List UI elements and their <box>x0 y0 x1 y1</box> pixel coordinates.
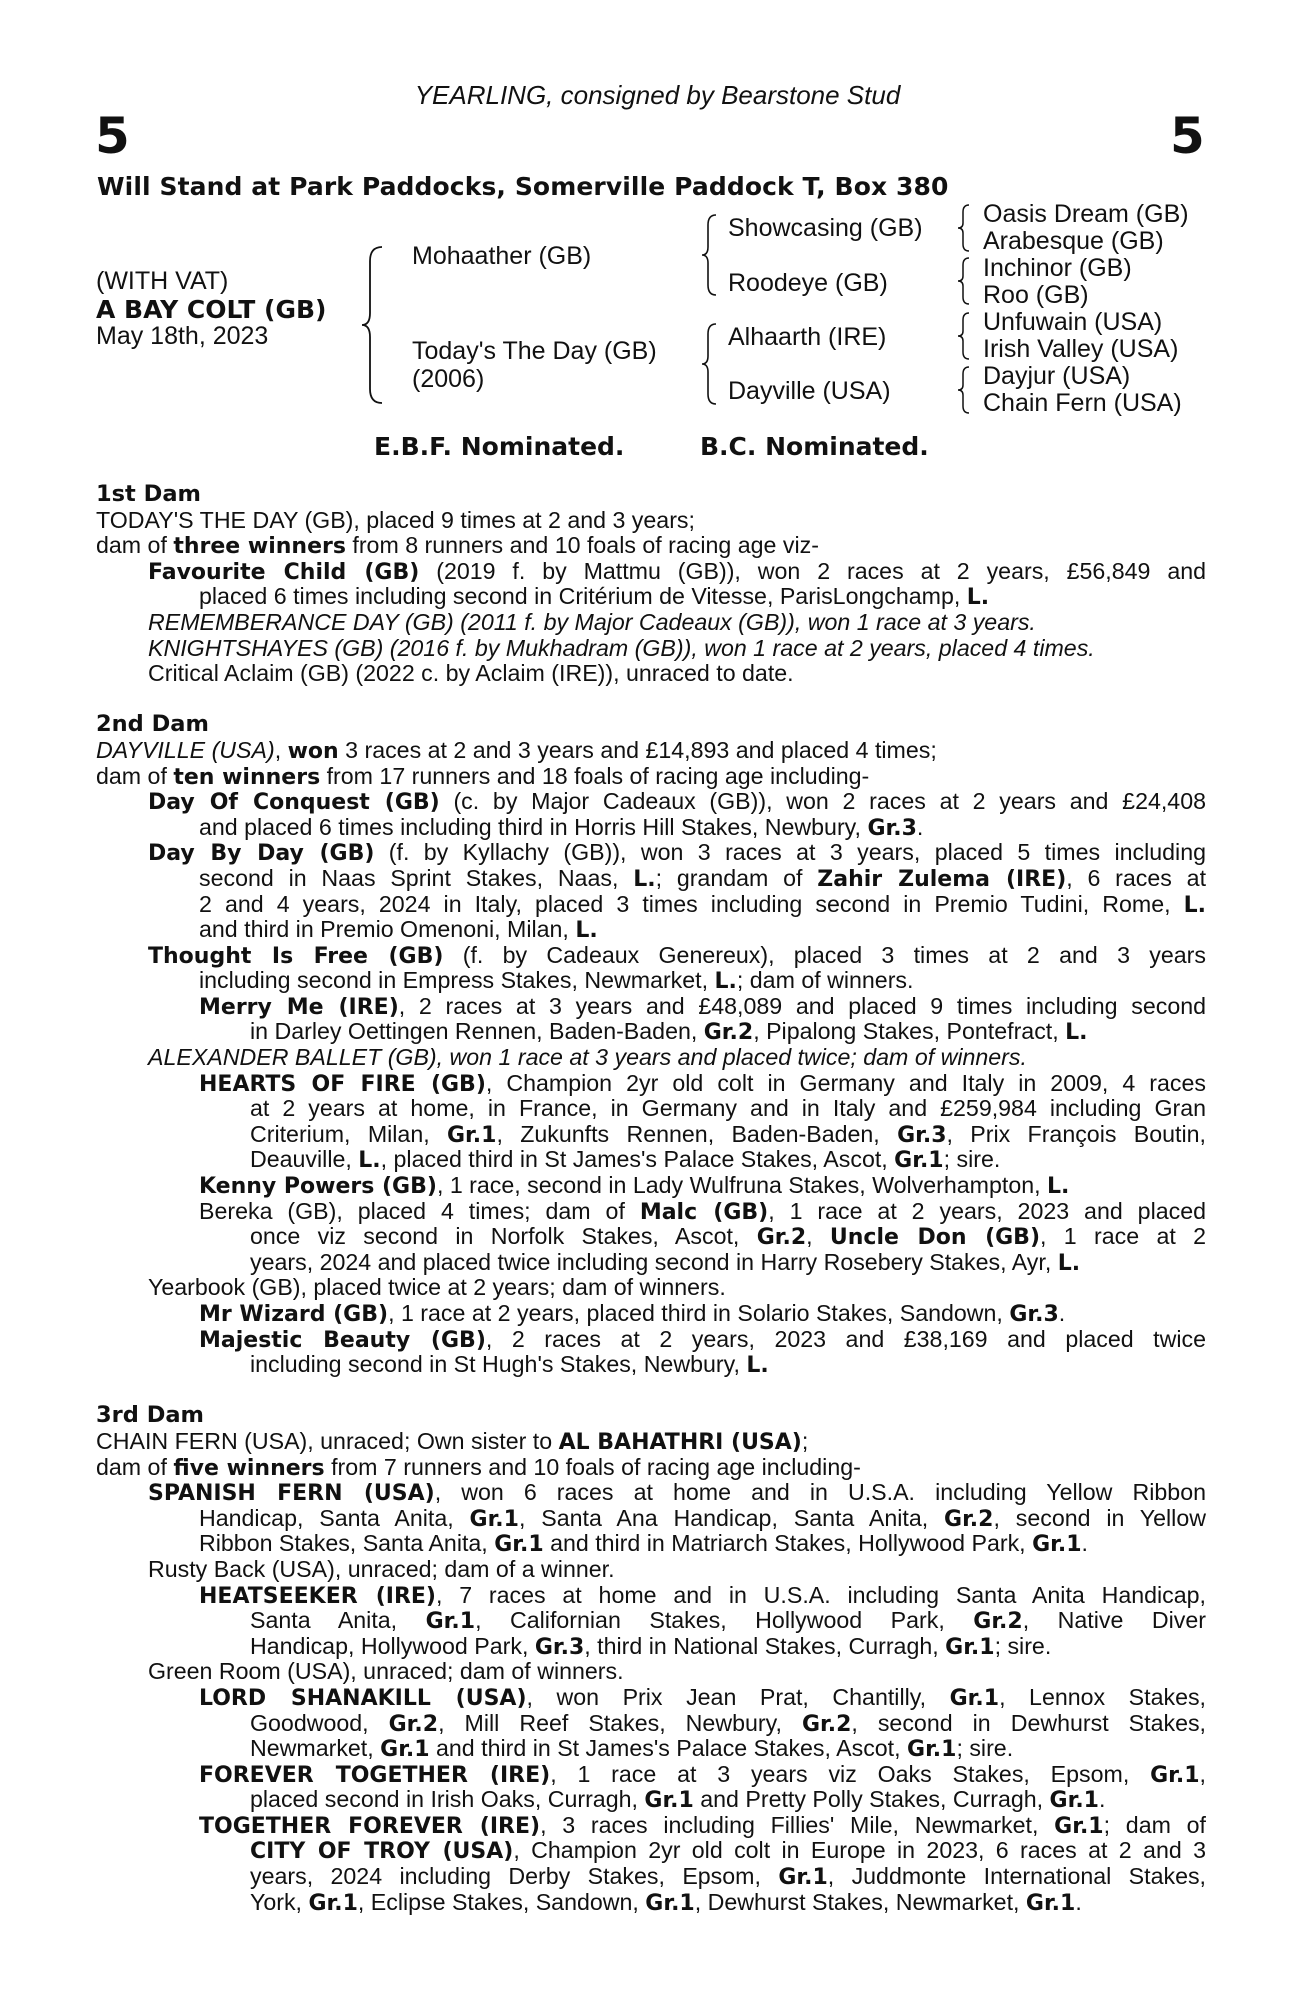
second-dam-line: Day By Day (GB) (f. by Kyllachy (GB)), won 3 races at 3 years, placed 5 times including <box>148 840 1206 866</box>
third-dam-line: FOREVER TOGETHER (IRE), 1 race at 3 years viz Oaks Stakes, Epsom, Gr.1, <box>199 1761 1206 1788</box>
third-dam-line: dam of five winners from 7 runners and 10 foals of racing age including- <box>96 1453 861 1481</box>
second-dam-line: once viz second in Norfolk Stakes, Ascot, Gr.2, Uncle Don (GB), 1 race at 2 <box>250 1224 1206 1250</box>
third-dam-line: Green Room (USA), unraced; dam of winners. <box>148 1658 624 1685</box>
third-dam-line: LORD SHANAKILL (USA), won Prix Jean Prat, Chantilly, Gr.1, Lennox Stakes, <box>199 1684 1206 1711</box>
second-dam-line: second in Naas Sprint Stakes, Naas, L.; grandam of Zahir Zulema (IRE), 6 races at <box>199 865 1206 892</box>
brace-g34 <box>956 256 972 306</box>
first-dam-line: Critical Aclaim (GB) (2022 c. by Aclaim (IRE)), unraced to date. <box>148 660 794 687</box>
third-dam-line: HEATSEEKER (IRE), 7 races at home and in U.S.A. including Santa Anita Handicap, <box>199 1582 1206 1609</box>
second-dam-line: years, 2024 and placed twice including second in Harry Rosebery Stakes, Ayr, L. <box>250 1248 1081 1276</box>
gsire-5: Unfuwain (USA) <box>983 308 1163 336</box>
dam-name: Today's The Day (GB) <box>412 337 657 365</box>
third-dam-line: years, 2024 including Derby Stakes, Epsom, Gr.1, Juddmonte International Stakes, <box>250 1864 1206 1890</box>
first-dam-line: Favourite Child (GB) (2019 f. by Mattmu (GB)), won 2 races at 2 years, £56,849 and <box>148 558 1206 585</box>
first-dam-heading: 1st Dam <box>96 481 201 507</box>
third-dam-line: York, Gr.1, Eclipse Stakes, Sandown, Gr.1, Dewhurst Stakes, Newmarket, Gr.1. <box>250 1888 1082 1916</box>
gsire-1: Oasis Dream (GB) <box>983 200 1189 228</box>
stand-location: Will Stand at Park Paddocks, Somerville Paddock T, Box 380 <box>97 172 949 201</box>
dam-dam: Dayville (USA) <box>728 377 891 405</box>
first-dam-line: placed 6 times including second in Critérium de Vitesse, ParisLongchamp, L. <box>199 583 990 611</box>
gsire-8: Chain Fern (USA) <box>983 389 1182 417</box>
dam-sire: Alhaarth (IRE) <box>728 323 887 351</box>
second-dam-heading: 2nd Dam <box>96 711 209 738</box>
second-dam-line: HEARTS OF FIRE (GB), Champion 2yr old colt in Germany and Italy in 2009, 4 races <box>199 1070 1206 1097</box>
second-dam-line: Deauville, L., placed third in St James's Palace Stakes, Ascot, Gr.1; sire. <box>250 1146 1001 1174</box>
consignor-line: YEARLING, consigned by Bearstone Stud <box>414 80 901 110</box>
sire-name: Mohaather (GB) <box>412 242 592 270</box>
second-dam-line: Kenny Powers (GB), 1 race, second in Lady Wulfruna Stakes, Wolverhampton, L. <box>199 1172 1070 1200</box>
second-dam-line: and third in Premio Omenoni, Milan, L. <box>199 916 598 944</box>
second-dam-line: including second in St Hugh's Stakes, Newbury, L. <box>250 1351 769 1379</box>
lot-number-left: 5 <box>95 107 130 165</box>
foaling-date: May 18th, 2023 <box>96 322 269 350</box>
sire-sire: Showcasing (GB) <box>728 214 923 242</box>
second-dam-line: Criterium, Milan, Gr.1, Zukunfts Rennen, Baden-Baden, Gr.3, Prix François Boutin, <box>250 1121 1206 1148</box>
second-dam-line: Day Of Conquest (GB) (c. by Major Cadeaux (GB)), won 2 races at 2 years and £24,408 <box>148 789 1206 815</box>
second-dam-line: DAYVILLE (USA), won 3 races at 2 and 3 years and £14,893 and placed 4 times; <box>96 736 937 764</box>
third-dam-line: Newmarket, Gr.1 and third in St James's Palace Stakes, Ascot, Gr.1; sire. <box>250 1735 1014 1763</box>
third-dam-line: placed second in Irish Oaks, Curragh, Gr.1 and Pretty Polly Stakes, Curragh, Gr.1. <box>250 1786 1106 1814</box>
second-dam-line: at 2 years at home, in France, in Germany and in Italy and £259,984 including Gran <box>250 1096 1206 1122</box>
lot-number-right: 5 <box>1170 107 1205 165</box>
third-dam-line: Rusty Back (USA), unraced; dam of a winner. <box>148 1555 615 1582</box>
gsire-3: Inchinor (GB) <box>983 254 1132 282</box>
first-dam-line: dam of three winners from 8 runners and 10 foals of racing age viz- <box>96 532 819 560</box>
second-dam-line: Thought Is Free (GB) (f. by Cadeaux Genereux), placed 3 times at 2 and 3 years <box>148 942 1206 969</box>
third-dam-line: Handicap, Hollywood Park, Gr.3, third in National Stakes, Curragh, Gr.1; sire. <box>250 1632 1052 1660</box>
second-dam-line: ALEXANDER BALLET (GB), won 1 race at 3 years and placed twice; dam of winners. <box>148 1044 1027 1071</box>
third-dam-line: CHAIN FERN (USA), unraced; Own sister to AL BAHATHRI (USA); <box>96 1427 809 1455</box>
brace-dam <box>700 322 720 406</box>
horse-name: A BAY COLT (GB) <box>96 295 327 324</box>
third-dam-line: TOGETHER FOREVER (IRE), 3 races including Fillies' Mile, Newmarket, Gr.1; dam of <box>199 1812 1206 1839</box>
second-dam-line: in Darley Oettingen Rennen, Baden-Baden, Gr.2, Pipalong Stakes, Pontefract, L. <box>250 1018 1088 1046</box>
third-dam-line: Santa Anita, Gr.1, Californian Stakes, Hollywood Park, Gr.2, Native Diver <box>250 1608 1206 1634</box>
second-dam-line: 2 and 4 years, 2024 in Italy, placed 3 times including second in Premio Tudini, Rome, L. <box>199 891 1206 918</box>
brace-g78 <box>956 365 972 415</box>
produce-record <box>96 482 1206 1915</box>
third-dam-line: SPANISH FERN (USA), won 6 races at home and in U.S.A. including Yellow Ribbon <box>148 1480 1206 1506</box>
third-dam-line: Goodwood, Gr.2, Mill Reef Stakes, Newbury, Gr.2, second in Dewhurst Stakes, <box>250 1710 1206 1737</box>
sire-dam: Roodeye (GB) <box>728 269 888 297</box>
brace-main <box>360 245 388 405</box>
gsire-2: Arabesque (GB) <box>983 227 1164 255</box>
first-dam-line: REMEMBERANCE DAY (GB) (2011 f. by Major Cadeaux (GB)), won 1 race at 3 years. <box>148 608 1036 635</box>
second-dam-line: Bereka (GB), placed 4 times; dam of Malc (GB), 1 race at 2 years, 2023 and placed <box>199 1198 1206 1225</box>
second-dam-line: Mr Wizard (GB), 1 race at 2 years, placed third in Solario Stakes, Sandown, Gr.3. <box>199 1300 1066 1327</box>
third-dam-line: Ribbon Stakes, Santa Anita, Gr.1 and third in Matriarch Stakes, Hollywood Park, Gr.1. <box>199 1530 1088 1558</box>
gsire-7: Dayjur (USA) <box>983 362 1131 390</box>
brace-g56 <box>956 311 972 361</box>
gsire-6: Irish Valley (USA) <box>983 335 1179 363</box>
bc-nomination: B.C. Nominated. <box>700 432 929 461</box>
vat-label: (WITH VAT) <box>96 267 229 295</box>
second-dam-line: Merry Me (IRE), 2 races at 3 years and £48,089 and placed 9 times including second <box>199 993 1206 1020</box>
third-dam-line: CITY OF TROY (USA), Champion 2yr old colt in Europe in 2023, 6 races at 2 and 3 <box>250 1838 1206 1865</box>
second-dam-line: dam of ten winners from 17 runners and 18 foals of racing age including- <box>96 762 870 790</box>
third-dam-line: Handicap, Santa Anita, Gr.1, Santa Ana Handicap, Santa Anita, Gr.2, second in Yellow <box>199 1505 1206 1532</box>
ebf-nomination: E.B.F. Nominated. <box>374 432 625 461</box>
first-dam-line: TODAY'S THE DAY (GB), placed 9 times at 2 and 3 years; <box>96 506 695 533</box>
third-dam-heading: 3rd Dam <box>96 1402 204 1429</box>
second-dam-line: and placed 6 times including third in Horris Hill Stakes, Newbury, Gr.3. <box>199 813 924 841</box>
brace-sire <box>700 213 720 297</box>
dam-year: (2006) <box>412 365 485 393</box>
second-dam-line: including second in Empress Stakes, Newmarket, L.; dam of winners. <box>199 967 914 995</box>
gsire-4: Roo (GB) <box>983 281 1089 309</box>
second-dam-line: Majestic Beauty (GB), 2 races at 2 years, 2023 and £38,169 and placed twice <box>199 1326 1206 1353</box>
brace-g12 <box>956 203 972 253</box>
first-dam-line: KNIGHTSHAYES (GB) (2016 f. by Mukhadram (GB)), won 1 race at 2 years, placed 4 times. <box>148 634 1095 661</box>
second-dam-line: Yearbook (GB), placed twice at 2 years; dam of winners. <box>148 1274 726 1301</box>
